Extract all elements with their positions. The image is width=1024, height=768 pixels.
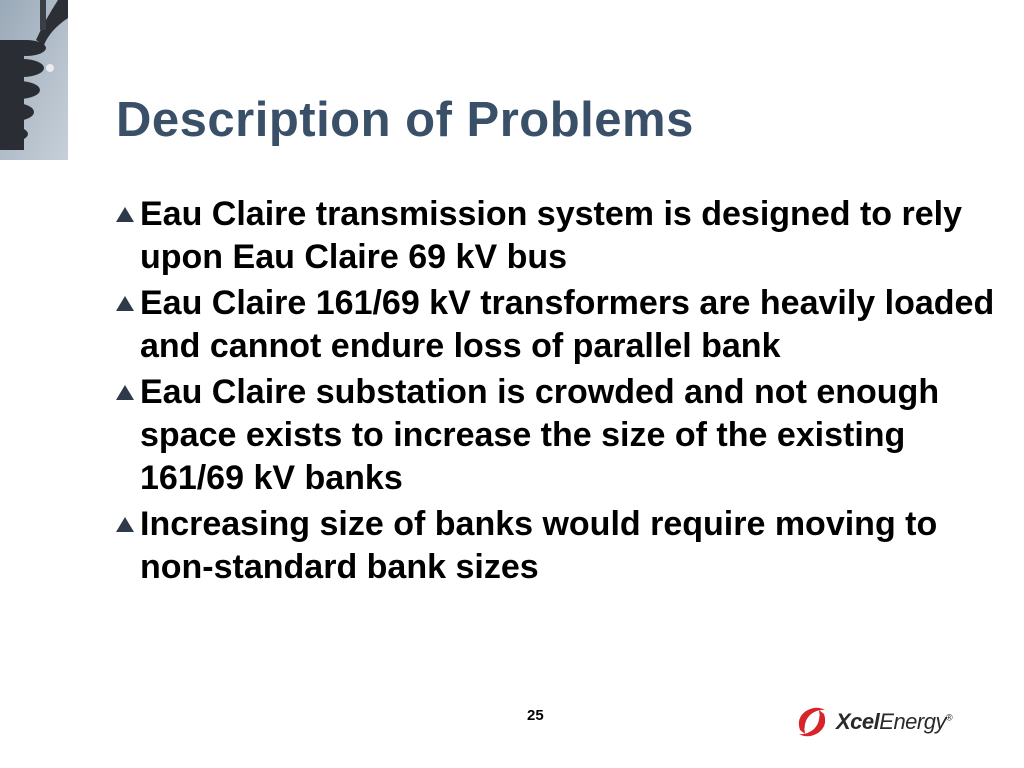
slide-title: Description of Problems	[116, 93, 694, 147]
triangle-bullet-icon	[116, 296, 134, 311]
insulator-photo	[0, 0, 68, 160]
bullet-item	[116, 503, 996, 589]
bullet-text: Eau Claire substation is crowded and not enough space exists to increase the size of the existing 161/69 kV banks	[140, 373, 940, 497]
bullet-text: Eau Claire 161/69 kV transformers are heavily loaded and cannot endure loss of parallel bank	[140, 284, 995, 365]
xcel-swirl-logo-icon	[794, 704, 830, 740]
bullet-item	[116, 193, 996, 279]
triangle-bullet-icon	[116, 517, 134, 532]
bullet-text: Increasing size of banks would require moving to non-standard bank sizes	[140, 505, 938, 586]
logo-wordmark: XcelEnergy®	[836, 709, 953, 734]
triangle-bullet-icon	[116, 385, 134, 400]
page-number: 25	[527, 707, 544, 724]
triangle-bullet-icon	[116, 207, 134, 222]
xcel-energy-logo	[794, 704, 952, 740]
bullet-text: Eau Claire transmission system is designed to rely upon Eau Claire 69 kV bus	[140, 195, 962, 276]
bullet-item	[116, 282, 996, 368]
bullet-list	[116, 193, 996, 592]
bullet-item	[116, 371, 996, 500]
